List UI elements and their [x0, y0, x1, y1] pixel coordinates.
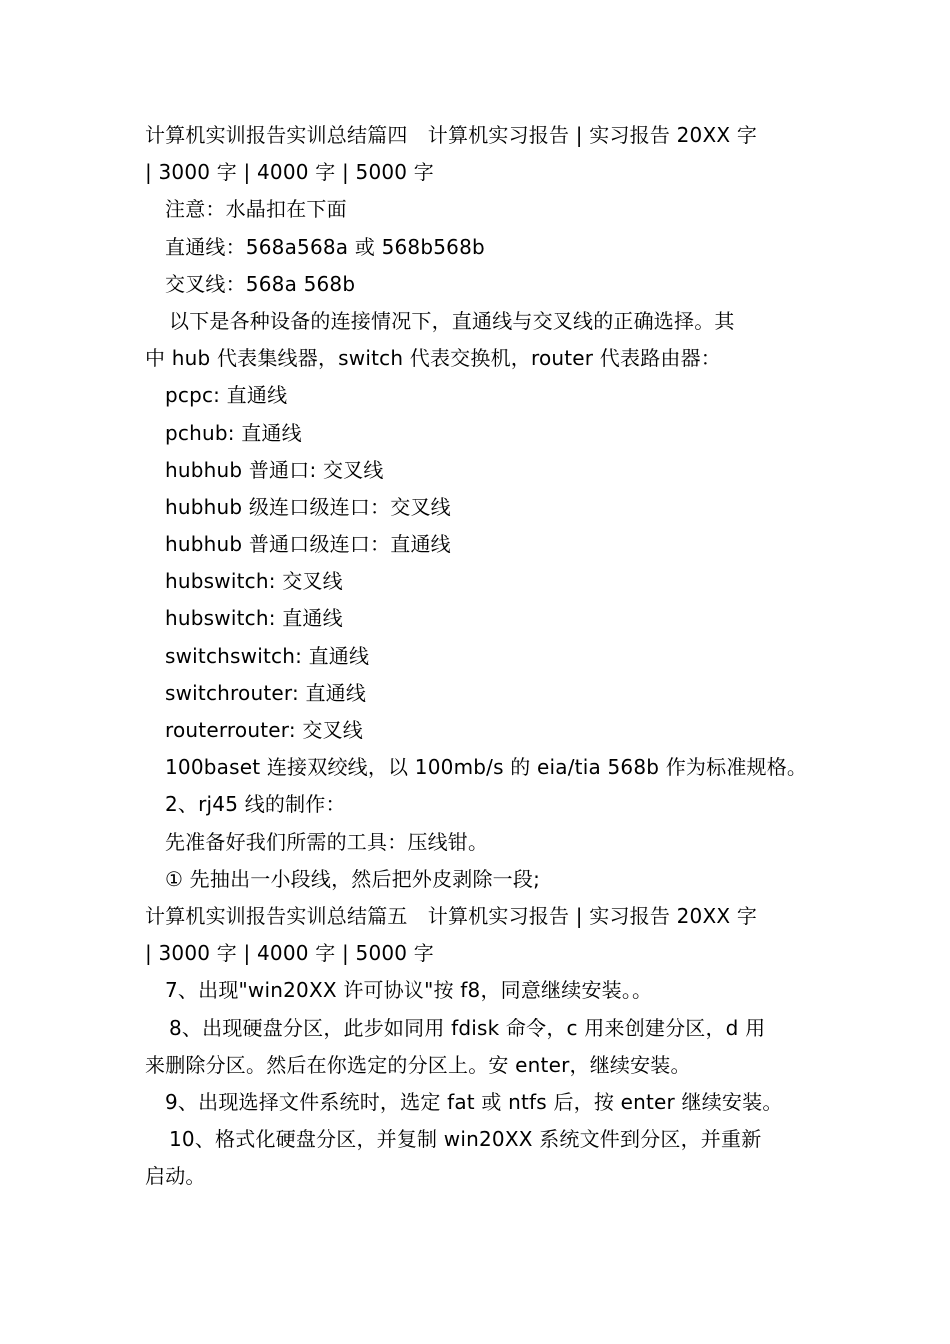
paragraph-cont: 启动。 — [145, 1164, 206, 1189]
paragraph: 100baset 连接双绞线，以 100mb/s 的 eia/tia 568b 作为标准规格。 — [165, 755, 808, 780]
section-heading-5-cont: | 3000 字 | 4000 字 | 5000 字 — [145, 941, 434, 966]
paragraph: 2、rj45 线的制作： — [165, 792, 346, 817]
list-item: hubswitch: 直通线 — [165, 606, 343, 631]
list-item: switchswitch: 直通线 — [165, 643, 370, 668]
section-heading-4: 计算机实训报告实训总结篇四 计算机实习报告 | 实习报告 20XX 字 — [145, 123, 758, 147]
list-item: switchrouter: 直通线 — [165, 680, 367, 705]
list-item: hubswitch: 交叉线 — [165, 569, 343, 594]
list-item: pchub: 直通线 — [165, 420, 302, 445]
paragraph: 直通线：568a568a 或 568b568b — [165, 234, 485, 259]
list-item: pcpc: 直通线 — [165, 383, 288, 408]
list-item: hubhub 级连口级连口：交叉线 — [165, 494, 451, 519]
paragraph: 9、出现选择文件系统时，选定 fat 或 ntfs 后，按 enter 继续安装。 — [165, 1089, 783, 1114]
paragraph: 以下是各种设备的连接情况下，直通线与交叉线的正确选择。其 — [169, 308, 735, 333]
list-item: hubhub 普通口: 交叉线 — [165, 457, 384, 482]
paragraph: 交叉线：568a 568b — [165, 271, 356, 296]
paragraph: ① 先抽出一小段线，然后把外皮剥除一段; — [165, 866, 541, 891]
section-heading-4-cont: | 3000 字 | 4000 字 | 5000 字 — [145, 160, 434, 185]
paragraph-cont: 来删除分区。然后在你选定的分区上。安 enter，继续安装。 — [145, 1052, 691, 1077]
paragraph: 先准备好我们所需的工具：压线钳。 — [165, 829, 489, 854]
section-heading-5: 计算机实训报告实训总结篇五 计算机实习报告 | 实习报告 20XX 字 — [145, 903, 758, 928]
paragraph: 8、出现硬盘分区，此步如同用 fdisk 命令，c 用来创建分区，d 用 — [169, 1015, 766, 1040]
document-body — [145, 117, 810, 1195]
paragraph: 7、出现"win20XX 许可协议"按 f8，同意继续安装。。 — [165, 978, 653, 1003]
paragraph: 10、格式化硬盘分区，并复制 win20XX 系统文件到分区，并重新 — [169, 1127, 762, 1152]
list-item: hubhub 普通口级连口：直通线 — [165, 532, 451, 557]
list-item: routerrouter: 交叉线 — [165, 718, 363, 742]
paragraph-cont: 中 hub 代表集线器，switch 代表交换机，router 代表路由器： — [145, 346, 721, 371]
paragraph: 注意：水晶扣在下面 — [165, 197, 347, 222]
